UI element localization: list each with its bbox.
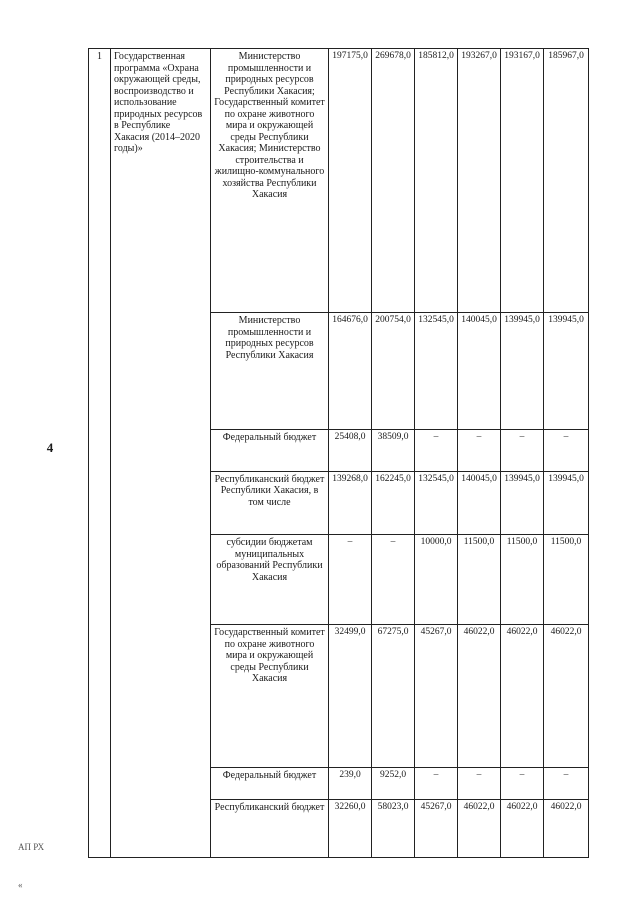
value-cell: 46022,0 bbox=[544, 799, 589, 857]
value-cell: 46022,0 bbox=[501, 799, 544, 857]
program-name: Государственная программа «Охрана окружающей среды, воспроизводство и использование природных ресурсов в Республике Хакасия (2014–2020 годы)» bbox=[111, 49, 211, 858]
value-cell: 11500,0 bbox=[501, 535, 544, 625]
value-cell: 185812,0 bbox=[415, 49, 458, 313]
value-cell: 46022,0 bbox=[501, 625, 544, 768]
value-cell: – bbox=[329, 535, 372, 625]
value-cell: – bbox=[415, 768, 458, 800]
page-number: 4 bbox=[46, 440, 54, 455]
value-cell: 269678,0 bbox=[372, 49, 415, 313]
responsible-cell: Министерство промышленности и природных ресурсов Республики Хакасия; Государственный комитет по охране животного мира и окружающей среды Республики Хакасия; Министерство строительства и жилищно-коммунального хозяйства Республики Хакасия bbox=[211, 49, 329, 313]
value-cell: – bbox=[372, 535, 415, 625]
value-cell: 46022,0 bbox=[458, 625, 501, 768]
table-row bbox=[89, 49, 589, 313]
value-cell: 200754,0 bbox=[372, 313, 415, 429]
value-cell: 11500,0 bbox=[458, 535, 501, 625]
value-cell: 164676,0 bbox=[329, 313, 372, 429]
responsible-cell: Федеральный бюджет bbox=[211, 768, 329, 800]
value-cell: 10000,0 bbox=[415, 535, 458, 625]
value-cell: – bbox=[544, 768, 589, 800]
responsible-cell: Республиканский бюджет bbox=[211, 799, 329, 857]
value-cell: 11500,0 bbox=[544, 535, 589, 625]
value-cell: 46022,0 bbox=[544, 625, 589, 768]
value-cell: 139945,0 bbox=[501, 471, 544, 534]
value-cell: – bbox=[415, 429, 458, 471]
value-cell: 45267,0 bbox=[415, 799, 458, 857]
value-cell: 9252,0 bbox=[372, 768, 415, 800]
value-cell: – bbox=[544, 429, 589, 471]
value-cell: 185967,0 bbox=[544, 49, 589, 313]
value-cell: 139268,0 bbox=[329, 471, 372, 534]
value-cell: 193267,0 bbox=[458, 49, 501, 313]
value-cell: – bbox=[501, 429, 544, 471]
responsible-cell: Республиканский бюджет Республики Хакасия, в том числе bbox=[211, 471, 329, 534]
value-cell: 38509,0 bbox=[372, 429, 415, 471]
value-cell: 139945,0 bbox=[501, 313, 544, 429]
table-body bbox=[89, 49, 589, 858]
responsible-cell: субсидии бюджетам муниципальных образований Республики Хакасия bbox=[211, 535, 329, 625]
value-cell: 32260,0 bbox=[329, 799, 372, 857]
responsible-cell: Государственный комитет по охране животного мира и окружающей среды Республики Хакасия bbox=[211, 625, 329, 768]
value-cell: 132545,0 bbox=[415, 313, 458, 429]
value-cell: 32499,0 bbox=[329, 625, 372, 768]
value-cell: 193167,0 bbox=[501, 49, 544, 313]
value-cell: 140045,0 bbox=[458, 313, 501, 429]
responsible-cell: Министерство промышленности и природных ресурсов Республики Хакасия bbox=[211, 313, 329, 429]
value-cell: 239,0 bbox=[329, 768, 372, 800]
row-number: 1 bbox=[89, 49, 111, 858]
value-cell: 139945,0 bbox=[544, 313, 589, 429]
value-cell: 140045,0 bbox=[458, 471, 501, 534]
value-cell: – bbox=[458, 768, 501, 800]
value-cell: 45267,0 bbox=[415, 625, 458, 768]
archive-mark: АП РХ bbox=[18, 842, 45, 852]
value-cell: 46022,0 bbox=[458, 799, 501, 857]
responsible-cell: Федеральный бюджет bbox=[211, 429, 329, 471]
quote-mark: « bbox=[18, 880, 23, 890]
value-cell: 197175,0 bbox=[329, 49, 372, 313]
value-cell: 162245,0 bbox=[372, 471, 415, 534]
value-cell: 58023,0 bbox=[372, 799, 415, 857]
budget-table-container bbox=[88, 48, 588, 858]
value-cell: – bbox=[458, 429, 501, 471]
value-cell: 25408,0 bbox=[329, 429, 372, 471]
budget-table bbox=[88, 48, 589, 858]
value-cell: 139945,0 bbox=[544, 471, 589, 534]
value-cell: 132545,0 bbox=[415, 471, 458, 534]
value-cell: 67275,0 bbox=[372, 625, 415, 768]
value-cell: – bbox=[501, 768, 544, 800]
